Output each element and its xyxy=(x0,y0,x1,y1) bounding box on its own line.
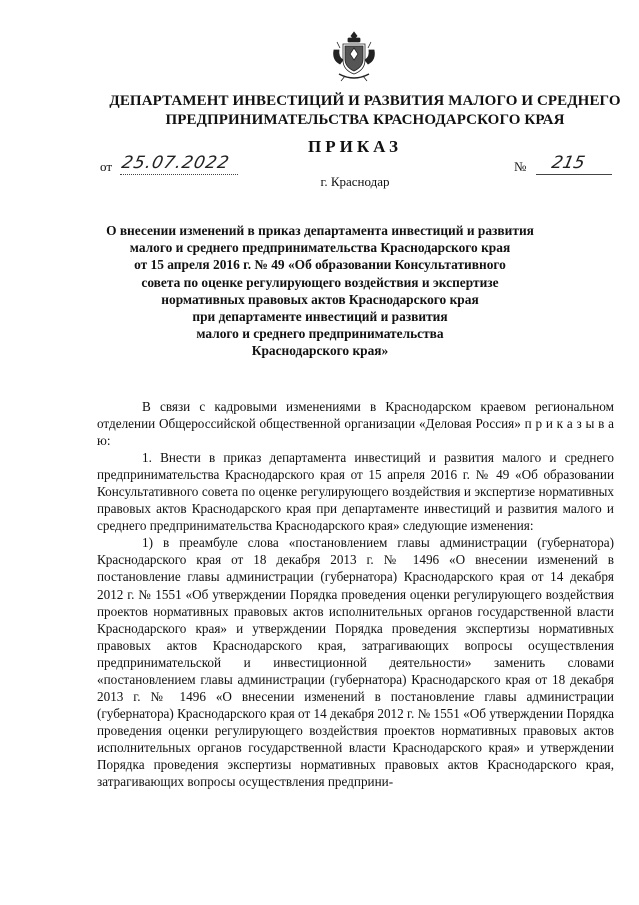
title-line: малого и среднего предпринимательства xyxy=(196,326,444,342)
handwritten-number: 215 xyxy=(549,153,587,173)
document-title xyxy=(95,222,545,360)
date-underline xyxy=(120,174,238,175)
department-line-2: ПРЕДПРИНИМАТЕЛЬСТВА КРАСНОДАРСКОГО КРАЯ xyxy=(165,112,565,128)
title-line: от 15 апреля 2016 г. № 49 «Об образовании Консультативного xyxy=(134,257,506,273)
city: г. Краснодар xyxy=(320,174,390,189)
document-type: ПРИКАЗ xyxy=(308,137,402,156)
number-underline xyxy=(536,174,612,175)
title-line: при департаменте инвестиций и развития xyxy=(192,309,448,325)
title-line: малого и среднего предпринимательства Краснодарского края xyxy=(129,240,511,256)
handwritten-date: 25.07.2022 xyxy=(119,153,232,173)
document-body xyxy=(97,398,614,790)
paragraph-preamble: В связи с кадровыми изменениями в Краснодарском краевом региональном отделении Общероссийской общественной организации «Деловая Россия» п р и к а з ы в а ю: xyxy=(97,399,614,449)
date-prefix: от xyxy=(100,159,113,174)
title-line: совета по оценке регулирующего воздействия и экспертизе xyxy=(141,274,499,290)
coat-of-arms-icon xyxy=(331,30,377,82)
paragraph-item-1: 1. Внести в приказ департамента инвестиций и развития малого и среднего предпринимательства Краснодарского края от 15 апреля 2016 г. № 49 «Об образовании Консультативного совета по оценке регулирующего воздействия и экспертизе нормативных правовых актов Краснодарского края при департаменте инвестиций и развития малого и среднего предпринимательства Краснодарского края» следующие изменения: xyxy=(97,450,614,534)
paragraph-subitem-1: 1) в преамбуле слова «постановлением главы администрации (губернатора) Краснодарского края от 18 декабря 2013 г. № 1496 «О внесении изменений в постановление главы администрации (губернатора) Краснодарского края от 14 декабря 2012 г. № 1551 «Об утверждении Порядка проведения оценки регулирующего воздействия проектов нормативных правовых актов исполнительных органов государственной власти Краснодарского края» и утверждении Порядка проведения экспертизы нормативных правовых актов Краснодарского края, затрагивающих вопросы осуществления предпринимательской и инвестиционной деятельности» заменить словами «постановлением главы администрации (губернатора) Краснодарского края от 18 декабря 2013 г. № 1496 «О внесении изменений в постановление главы администрации (губернатора) Краснодарского края от 14 декабря 2012 г. № 1551 «Об утверждении Порядка проведения оценки регулирующего воздействия проектов нормативных правовых актов исполнительных органов государственной власти Краснодарского края» и утверждении Порядка проведения экспертизы нормативных правовых актов Краснодарского края, затрагивающих вопросы осуществления предприни- xyxy=(97,535,614,790)
title-line: Краснодарского края» xyxy=(251,343,389,359)
number-prefix: № xyxy=(514,159,527,174)
title-line: О внесении изменений в приказ департамента инвестиций и развития xyxy=(106,223,534,238)
title-line: нормативных правовых актов Краснодарского края xyxy=(161,291,479,307)
department-name xyxy=(60,92,639,130)
department-line-1: ДЕПАРТАМЕНТ ИНВЕСТИЦИЙ И РАЗВИТИЯ МАЛОГО И СРЕДНЕГО xyxy=(109,93,621,109)
